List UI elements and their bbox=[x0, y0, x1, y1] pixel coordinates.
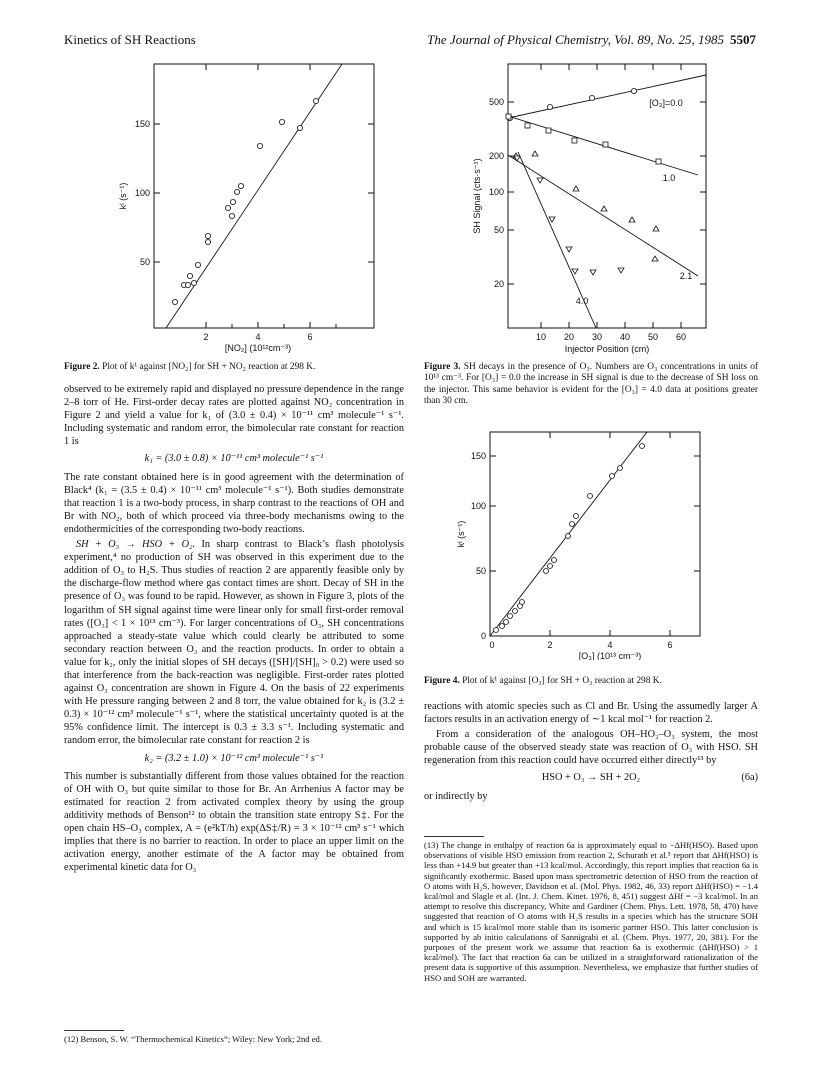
figure-3-plot bbox=[466, 58, 726, 358]
figure-2-caption: Figure 2. Plot of k¹ against [NO₂] for SH + NO₂ reaction at 298 K. bbox=[64, 362, 316, 372]
figure-3-series-label-0: [O₃]=0.0 bbox=[649, 98, 683, 108]
figure-4-ytick-100: 100 bbox=[470, 501, 486, 511]
figure-3-ytick-100: 100 bbox=[488, 187, 504, 197]
equation-k2: k₂ = (3.2 ± 1.0) × 10⁻¹² cm³ molecule⁻¹ s⁻¹ bbox=[144, 752, 324, 764]
figure-4-xlabel: [O₃] (10¹³ cm⁻³) bbox=[578, 651, 642, 660]
figure-3-series-label-3: 4.0 bbox=[575, 296, 589, 306]
equation-k1: k₁ = (3.0 ± 0.8) × 10⁻¹¹ cm³ molecule⁻¹ s⁻¹ bbox=[144, 453, 324, 465]
equation-6a: HSO + O₃ → SH + 2O₂ (6a) bbox=[541, 772, 758, 784]
figure-2-ytick-50: 50 bbox=[139, 257, 150, 267]
right-paragraph-2: From a consideration of the analogous OH–HO₂–O₃ system, the most probable cause of the observed steady state was reaction of O₃ with HSO. SH regeneration from this reaction could have occurred either directly¹³ by bbox=[424, 729, 758, 767]
figure-2-xtick-6: 6 bbox=[307, 332, 313, 342]
figure-4-ytick-0: 0 bbox=[480, 631, 486, 641]
section-heading-sh-o3: SH + O₃ → HSO + O₂. bbox=[76, 539, 196, 551]
left-paragraph-1: observed to be extremely rapid and displayed no pressure dependence in the range 2–8 torr of He. First-order decay rates are plotted against NO₂ concentration in Figure 2 and yield a value for k₁ of (3.0 ± 0.4) × 10⁻¹¹ cm³ molecule⁻¹ s⁻¹. Including systematic and random error, the bimolecular rate constant for reaction 1 is bbox=[64, 384, 404, 448]
footnote-rule-right bbox=[424, 836, 484, 837]
figure-2-ytick-100: 100 bbox=[134, 188, 150, 198]
left-column bbox=[64, 383, 404, 876]
figure-3-xlabel: Injector Position (cm) bbox=[564, 344, 650, 354]
figure-3-series-1 bbox=[506, 114, 698, 175]
figure-4-xtick-4: 4 bbox=[607, 640, 613, 650]
figure-3-series-2 bbox=[508, 151, 698, 276]
figure-2-points bbox=[172, 98, 318, 304]
figure-3-ytick-50: 50 bbox=[493, 225, 504, 235]
figure-3-xtick-10: 10 bbox=[535, 332, 547, 342]
figure-3-xtick-30: 30 bbox=[591, 332, 603, 342]
page-number: 5507 bbox=[730, 32, 756, 47]
footnote-12: (12) Benson, S. W. “Thermochemical Kinetics”; Wiley: New York; 2nd ed. bbox=[64, 1034, 322, 1044]
figure-3-series-3 bbox=[514, 152, 624, 328]
right-column bbox=[424, 700, 758, 805]
figure-4-xtick-0: 0 bbox=[489, 640, 495, 650]
figure-2-ylabel: kᴵ (s⁻¹) bbox=[118, 182, 128, 210]
figure-3-ylabel: SH Signal (cts·s⁻¹) bbox=[472, 158, 482, 234]
figure-2-ticks bbox=[154, 64, 374, 328]
right-paragraph-3: or indirectly by bbox=[424, 790, 488, 802]
figure-2-ytick-150: 150 bbox=[134, 119, 150, 129]
running-header-left: Kinetics of SH Reactions bbox=[64, 32, 196, 47]
right-paragraph-1: reactions with atomic species such as Cl and Br. Using the assumedly larger A factors results in an activation energy of ∼1 kcal mol⁻¹ for reaction 2. bbox=[424, 701, 758, 726]
left-paragraph-4: This number is substantially different from those values obtained for the reaction of OH with O₃ but quite similar to those for Br. An Arrhenius A factor may be estimated for reaction 2 from activated complex theory by using the group additivity methods of Benson¹² to obtain the transition state entropy S‡. For the open chain HS–O₃ complex, A = (e²kT/h) exp(ΔS‡/R) = 3 × 10⁻¹² cm³ s⁻¹ which implies that there is no barrier to reaction. In order to place an upper limit on the activation energy, another estimate of the A factor may be obtained from experimental kinetic data for O₃ bbox=[64, 770, 404, 874]
figure-4-points bbox=[494, 444, 645, 633]
figure-3-ytick-20: 20 bbox=[493, 279, 504, 289]
figure-2-xtick-2: 2 bbox=[203, 332, 209, 342]
figure-4-xtick-6: 6 bbox=[667, 640, 673, 650]
figure-3-ytick-500: 500 bbox=[488, 97, 504, 107]
figure-3-caption: Figure 3. SH decays in the presence of O₃. Numbers are O₃ concentrations in units of 10¹³ cm⁻³. For [O₃] = 0.0 the increase in SH signal is due to the decrease of SH loss on the injector. This same behavior is evident for the [O₃] = 4.0 data at positions greater than 30 cm. bbox=[424, 362, 759, 407]
left-paragraph-3: SH + O₃ → HSO + O₂. In sharp contrast to Black’s flash photolysis experiment,⁴ no production of SH was observed in this experiment due to the addition of O₃ to H₂S. Thus studies of reaction 2 are apparently feasible only by the discharge-flow method where gas contact times are short. Decay of SH in the presence of O₃ was found to be rapid. However, as shown in Figure 3, plots of the logarithm of SH signal against time were linear only for small first-order removal rates ([O₃] < 1 × 10¹³ cm⁻³). For larger concentrations of O₃, SH concentrations approached a steady-state value which could clearly be attributed to some secondary reaction between O₃ and the reaction products. In order to obtain a value for k₂, only the initial slopes of SH decays ([SH]/[SH]₀ > 0.2) were used so that interference from the back-reaction was negligible. First-order rates plotted against O₃ concentration are shown in Figure 4. On the basis of 22 experiments with He pressure ranging between 2 and 8 torr, the value obtained for k₂ is (3.2 ± 0.3) × 10⁻¹² cm³ molecule⁻¹ s⁻¹, where the statistical uncertainty quoted is at the 95% confidence limit. The intercept is 0.3 ± 3.3 s⁻¹. Including systematic and random error, the bimolecular rate constant for reaction 2 is bbox=[64, 539, 404, 747]
figure-3-series-label-1: 1.0 bbox=[662, 173, 676, 183]
equation-6a-number: (6a) bbox=[741, 772, 758, 784]
footnote-13: (13) The change in enthalpy of reaction 6a is approximately equal to −ΔHf(HSO). Based upon observations of visible HSO emission from reaction 2, Schurath et al.⁵ report that ΔHf(HSO) is less than +14.9 but greater than +13 kcal/mol. Accordingly, this report implies that reaction 6a is significantly exothermic. Based upon mass spectrometric detection of HSO from the reaction of O atoms with H₂S, however, Davidson et al. (Mol. Phys. 1982, 46, 33) report ΔHf(HSO) = −1.4 kcal/mol and Slagle et al. (Int. J. Chem. Kinet. 1976, 8, 451) suggest ΔHf = −3 kcal/mol. In an attempt to resolve this discrepancy, White and Gardiner (Chem. Phys. Lett. 1978, 58, 470) have suggested that reaction of O atoms with H₂S results in a species which has the structure SOH and which is 15 kcal/mol more stable than its isomeric partner HSO. This latter conclusion is supported by ab initio calculations of Sannigrahi et al. (Chem. Phys. 1977, 20, 381). For the purposes of the present work we assume that reaction 6a is exothermic (ΔHf(HSO) > 1 kcal/mol). The fact that reaction 6a can be utilized in a straightforward rationalization of the present data is supportive of this assumption. Nevertheless, we emphasize that further studies of HSO and SOH are warranted. bbox=[424, 840, 758, 983]
figure-3-xtick-20: 20 bbox=[563, 332, 575, 342]
figure-4-plot bbox=[448, 426, 728, 660]
figure-4-ytick-150: 150 bbox=[470, 451, 486, 461]
figure-2-plot bbox=[104, 58, 404, 354]
figure-4-xtick-2: 2 bbox=[547, 640, 553, 650]
figure-3-xtick-60: 60 bbox=[675, 332, 687, 342]
figure-3-series-label-2: 2.1 bbox=[679, 271, 693, 281]
running-header-right bbox=[427, 32, 756, 48]
figure-4-caption: Figure 4. Plot of k¹ against [O₃] for SH + O₃ reaction at 298 K. bbox=[424, 676, 662, 686]
footnote-rule-left bbox=[64, 1030, 124, 1031]
figure-4-ytick-50: 50 bbox=[475, 566, 486, 576]
figure-3-xtick-50: 50 bbox=[647, 332, 659, 342]
figure-2-xtick-4: 4 bbox=[255, 332, 261, 342]
figure-4-ylabel: kᴵ (s⁻¹) bbox=[456, 520, 466, 548]
figure-3-ytick-200: 200 bbox=[488, 151, 504, 161]
figure-3-xtick-40: 40 bbox=[619, 332, 631, 342]
figure-2-xlabel: [NO₂] (10¹²cm⁻³) bbox=[224, 343, 292, 353]
journal-citation: The Journal of Physical Chemistry, Vol. 89, No. 25, 1985 bbox=[427, 32, 724, 47]
left-paragraph-2: The rate constant obtained here is in good agreement with the determination of Black⁴ (k₁ = (3.5 ± 0.4) × 10⁻¹¹ cm³ molecule⁻¹ s⁻¹). Both studies demonstrate that reaction 1 is a two-body process, in sharp contrast to the reactions of OH and Br with NO₂, both of which proceed via three-body mechanisms owing to the endothermicities of the corresponding two-body reactions. bbox=[64, 471, 404, 535]
